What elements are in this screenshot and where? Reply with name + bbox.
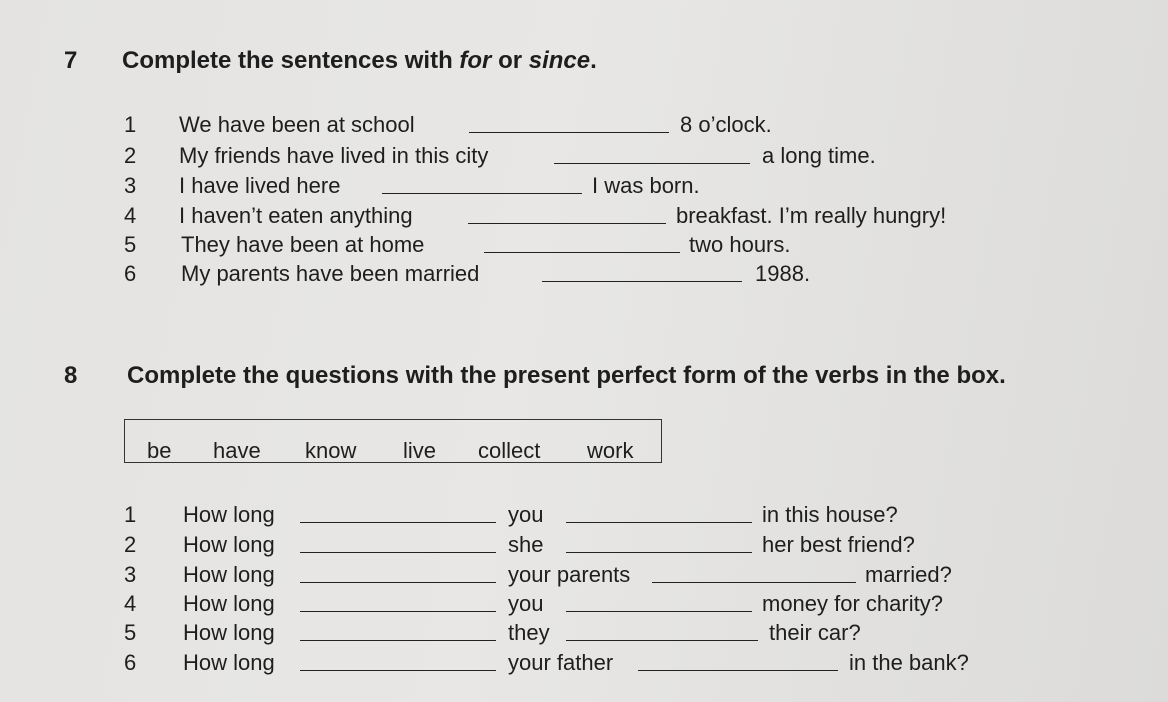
answer-blank[interactable] — [566, 640, 758, 641]
word-item: live — [403, 438, 437, 463]
question-row — [124, 619, 944, 647]
sentence-start: I haven’t eaten anything — [179, 203, 413, 228]
sentence-end: 1988. — [755, 261, 811, 286]
item-number: 1 — [124, 502, 137, 527]
word-item: be — [147, 438, 172, 463]
sentence-row — [124, 111, 824, 139]
question-start: How long — [183, 620, 275, 645]
question-row — [124, 531, 964, 559]
sentence-start: My friends have lived in this city — [179, 143, 489, 168]
answer-blank[interactable] — [300, 611, 496, 612]
word-item: know — [305, 438, 357, 463]
sentence-row — [124, 142, 924, 170]
sentence-end: breakfast. I’m really hungry! — [676, 203, 947, 228]
answer-blank[interactable] — [300, 582, 496, 583]
answer-blank[interactable] — [300, 552, 496, 553]
question-end: in this house? — [762, 502, 898, 527]
question-end: married? — [865, 562, 952, 587]
exercise-title: Complete the questions with the present perfect form of the verbs in the box. — [127, 362, 1006, 389]
question-end: their car? — [769, 620, 861, 645]
item-number: 3 — [124, 173, 137, 198]
item-number: 5 — [124, 620, 137, 645]
sentence-start: I have lived here — [179, 173, 341, 198]
answer-blank[interactable] — [566, 552, 752, 553]
question-end: in the bank? — [849, 650, 969, 675]
sentence-row — [124, 231, 824, 259]
word-item: work — [587, 438, 634, 463]
question-subject: they — [508, 620, 550, 645]
answer-blank[interactable] — [382, 193, 582, 194]
word-box — [124, 419, 662, 463]
question-subject: she — [508, 532, 544, 557]
question-subject: you — [508, 502, 544, 527]
item-number: 4 — [124, 591, 137, 616]
answer-blank[interactable] — [566, 611, 752, 612]
item-number: 1 — [124, 112, 137, 137]
answer-blank[interactable] — [300, 670, 496, 671]
answer-blank[interactable] — [566, 522, 752, 523]
item-number: 6 — [124, 650, 137, 675]
sentence-row — [124, 260, 844, 288]
answer-blank[interactable] — [638, 670, 838, 671]
sentence-row — [124, 172, 744, 200]
sentence-start: They have been at home — [181, 232, 425, 257]
question-row — [124, 590, 1004, 618]
question-subject: your parents — [508, 562, 631, 587]
item-number: 5 — [124, 232, 137, 257]
item-number: 2 — [124, 532, 137, 557]
question-row — [124, 561, 984, 589]
exercise-title: Complete the sentences with for or since. — [122, 47, 597, 74]
question-end: money for charity? — [762, 591, 943, 616]
exercise-number: 8 — [64, 362, 78, 389]
word-item: have — [213, 438, 261, 463]
sentence-end: a long time. — [762, 143, 876, 168]
sentence-end: two hours. — [689, 232, 791, 257]
answer-blank[interactable] — [300, 640, 496, 641]
sentence-start: We have been at school — [179, 112, 415, 137]
question-subject: you — [508, 591, 544, 616]
sentence-start: My parents have been married — [181, 261, 480, 286]
question-start: How long — [183, 532, 275, 557]
word-item: collect — [478, 438, 541, 463]
item-number: 4 — [124, 203, 137, 228]
item-number: 2 — [124, 143, 137, 168]
answer-blank[interactable] — [554, 163, 750, 164]
question-start: How long — [183, 650, 275, 675]
sentence-end: 8 o’clock. — [680, 112, 772, 137]
sentence-row — [124, 202, 1004, 230]
question-start: How long — [183, 591, 275, 616]
question-start: How long — [183, 502, 275, 527]
answer-blank[interactable] — [468, 223, 666, 224]
answer-blank[interactable] — [300, 522, 496, 523]
sentence-end: I was born. — [592, 173, 700, 198]
question-end: her best friend? — [762, 532, 915, 557]
answer-blank[interactable] — [469, 132, 669, 133]
question-subject: your father — [508, 650, 614, 675]
question-start: How long — [183, 562, 275, 587]
question-row — [124, 501, 944, 529]
question-row — [124, 649, 994, 677]
answer-blank[interactable] — [484, 252, 680, 253]
item-number: 6 — [124, 261, 137, 286]
answer-blank[interactable] — [542, 281, 742, 282]
item-number: 3 — [124, 562, 137, 587]
answer-blank[interactable] — [652, 582, 856, 583]
exercise-number: 7 — [64, 47, 78, 74]
